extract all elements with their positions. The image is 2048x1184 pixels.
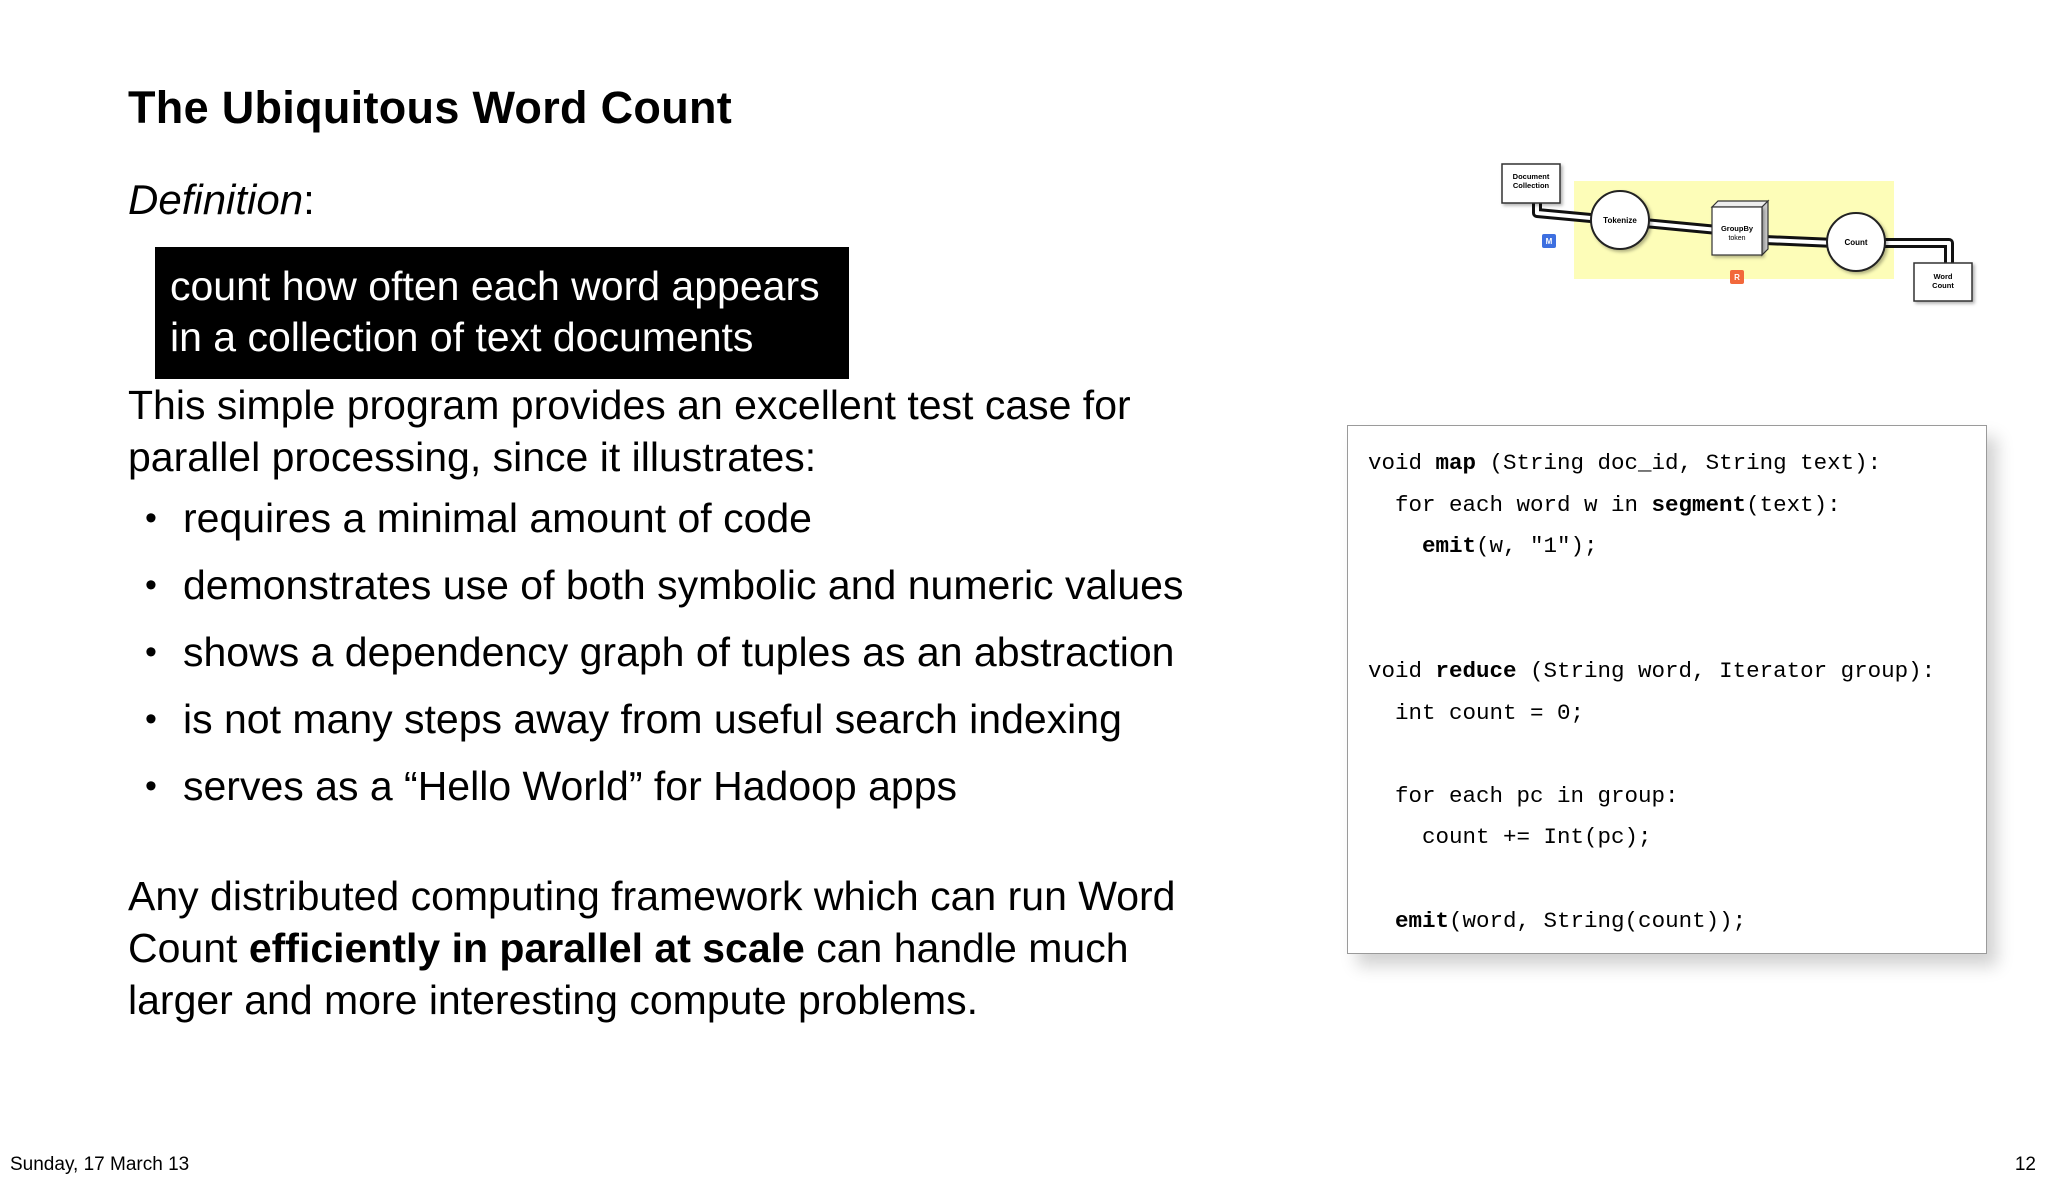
map-badge-label: M (1545, 237, 1553, 246)
intro-line: parallel processing, since it illustrates: (128, 434, 817, 480)
sink-label: Count (1932, 281, 1954, 290)
slide-title: The Ubiquitous Word Count (128, 82, 733, 133)
word-count-flow-diagram (1490, 155, 1980, 315)
closing-line: Any distributed computing framework which can run Word (128, 873, 1176, 919)
groupby-node (1712, 201, 1768, 255)
definition-label (128, 176, 315, 224)
closing-emphasis: efficiently in parallel at scale (248, 925, 805, 971)
code-line: int count = 0; (1368, 699, 1585, 726)
bullet-dot-icon: • (145, 499, 157, 537)
closing-line-post: can handle much (804, 925, 1129, 971)
bullet-text: shows a dependency graph of tuples as an abstraction (183, 629, 1175, 675)
bullet-dot-icon: • (145, 566, 157, 604)
definition-colon: : (303, 176, 315, 223)
definition-line: count how often each word appears (170, 263, 820, 309)
code-line (1368, 568, 1986, 610)
groupby-sublabel: token (1728, 235, 1746, 242)
closing-line: larger and more interesting compute problems. (128, 977, 979, 1023)
code-card (1347, 425, 1987, 954)
bullet-text: serves as a “Hello World” for Hadoop apps (183, 763, 958, 809)
code-line: void reduce (String word, Iterator group): (1368, 657, 1936, 684)
bullet-item (145, 626, 1183, 693)
footer-date: Sunday, 17 March 13 (10, 1154, 190, 1175)
intro-line: This simple program provides an excellent test case for (128, 382, 1131, 428)
intro-paragraph (128, 379, 1228, 483)
closing-line (128, 922, 1278, 974)
code-line: emit(word, String(count)); (1395, 907, 1747, 934)
source-label: Collection (1512, 181, 1550, 190)
code-line: for each word w in segment(text): (1368, 491, 1841, 518)
code-line: for each pc in group: (1368, 782, 1679, 809)
definition-box (155, 247, 849, 379)
definition-line: in a collection of text documents (170, 314, 754, 360)
definition-label-text: Definition (128, 176, 304, 223)
code-line: void map (String doc_id, String text): (1368, 450, 1882, 476)
code-line: count += Int(pc); (1368, 824, 1652, 851)
bullet-text: demonstrates use of both symbolic and numeric values (183, 562, 1184, 608)
reduce-badge (1730, 270, 1744, 284)
bullet-text: requires a minimal amount of code (183, 495, 812, 541)
count-label: Count (1844, 238, 1868, 247)
code-line (1368, 859, 1986, 901)
bullet-item (145, 760, 1183, 827)
page-number: 12 (2014, 1154, 2036, 1175)
count-node (1827, 213, 1885, 271)
bullet-dot-icon: • (145, 633, 157, 671)
source-node (1502, 164, 1560, 203)
code-line (1368, 734, 1986, 776)
tokenize-node (1591, 191, 1649, 249)
bullet-item (145, 492, 1183, 559)
map-badge (1542, 234, 1556, 248)
closing-line-pre: Count (128, 925, 249, 971)
code-line (1368, 609, 1986, 651)
bullet-text: is not many steps away from useful search indexing (183, 696, 1122, 742)
groupby-label: GroupBy (1720, 224, 1754, 233)
reduce-badge-label: R (1734, 273, 1740, 282)
bullet-dot-icon: • (145, 767, 157, 805)
bullet-item (145, 559, 1183, 626)
sink-label: Word (1933, 272, 1953, 281)
sink-node (1914, 263, 1972, 301)
code-line: emit(w, "1"); (1422, 533, 1598, 560)
bullet-item (145, 693, 1183, 760)
source-label: Document (1512, 172, 1550, 181)
closing-paragraph (128, 870, 1278, 1026)
tokenize-label: Tokenize (1603, 216, 1637, 225)
bullet-dot-icon: • (145, 700, 157, 738)
bullet-list (145, 492, 1183, 827)
